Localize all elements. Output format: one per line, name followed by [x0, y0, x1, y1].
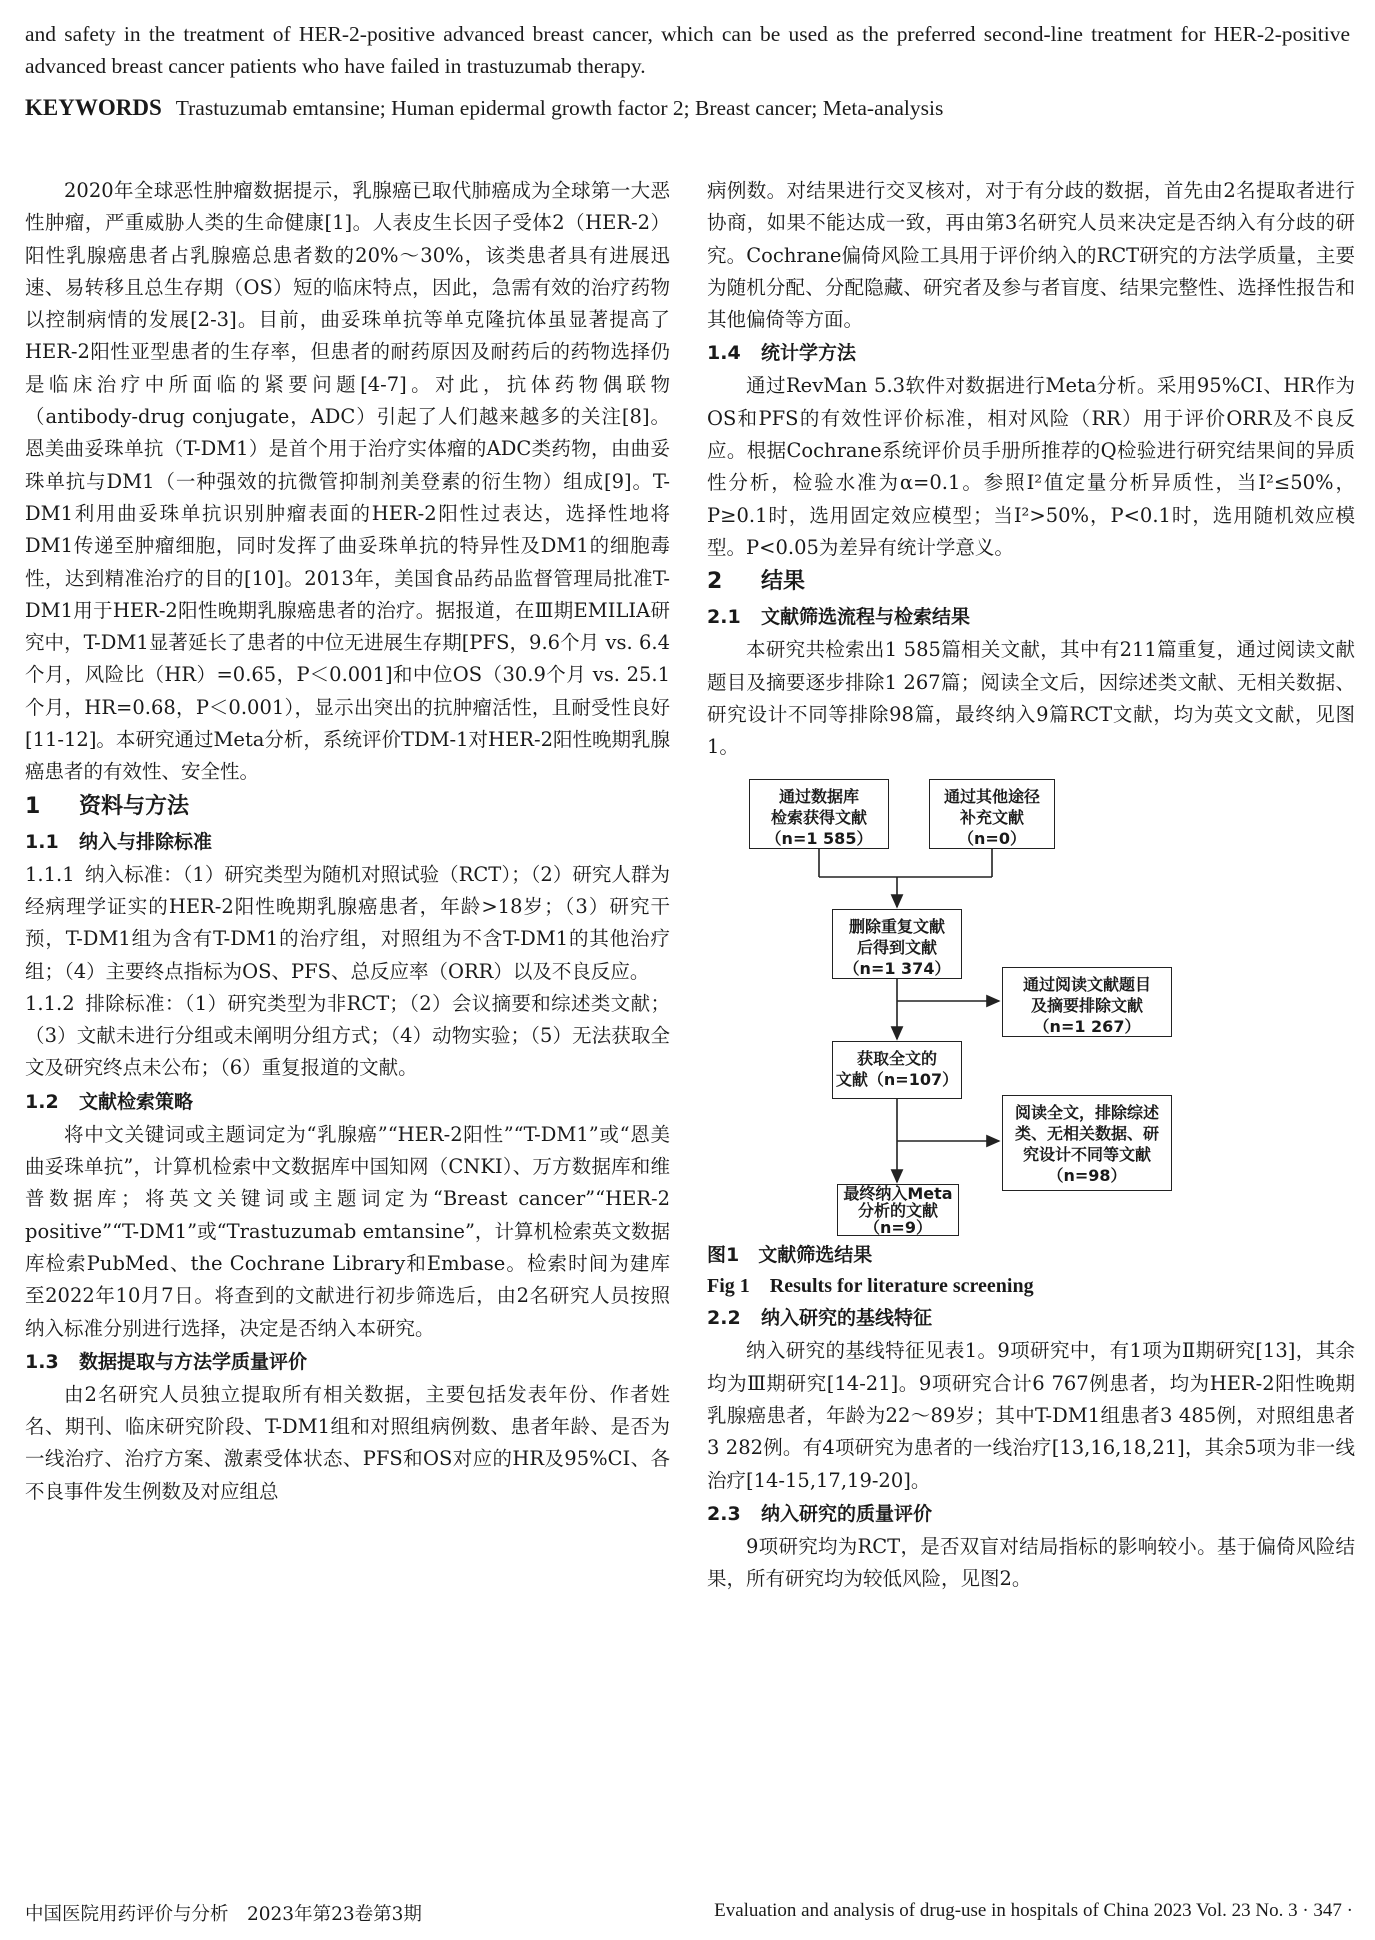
- box-database-search: 通过数据库 检索获得文献 （n=1 585）: [749, 779, 889, 849]
- box-full-text-excluded: 阅读全文，排除综述 类、无相关数据、研 究设计不同等文献 （n=98）: [1002, 1095, 1172, 1191]
- para-2-1: 本研究共检索出1 585篇相关文献，其中有211篇重复，通过阅读文献题目及摘要逐步排除1 267篇；阅读全文后，因综述类文献、无相关数据、研究设计不同等排除98篇，最终纳入9篇RCT文献，均为英文文献，见图1。: [707, 638, 1355, 759]
- heading-2: 2 结果: [707, 569, 806, 595]
- figure-caption-en: Fig 1 Results for literature screening: [707, 1275, 1034, 1298]
- para-1-3-cont: 病例数。对结果进行交叉核对，对于有分歧的数据，首先由2名提取者进行协商，如果不能达成一致，再由第3名研究人员来决定是否纳入有分歧的研究。Cochrane偏倚风险工具用于评价纳入的RCT研究的方法学质量，主要为随机分配、分配隐藏、研究者及参与者盲度、结果完整性、选择性报告和其他偏倚等方面。: [707, 179, 1355, 332]
- para-1-3: 由2名研究人员独立提取所有相关数据，主要包括发表年份、作者姓名、期刊、临床研究阶段、T-DM1组和对照组病例数、患者年龄、是否为一线治疗、治疗方案、激素受体状态、PFS和OS对应的HR及95%CI、各不良事件发生例数及对应组总: [25, 1382, 670, 1503]
- figure-caption-cn: 图1 文献筛选结果: [707, 1244, 873, 1267]
- heading-2-3: 2.3 纳入研究的质量评价: [707, 1502, 933, 1525]
- heading-1-1: 1.1 纳入与排除标准: [25, 830, 213, 853]
- footer-journal-en: Evaluation and analysis of drug-use in hospitals of China 2023 Vol. 23 No. 3 · 347 ·: [714, 1900, 1353, 1921]
- heading-1-2: 1.2 文献检索策略: [25, 1090, 194, 1113]
- heading-1-4: 1.4 统计学方法: [707, 342, 857, 365]
- para-2-2: 纳入研究的基线特征见表1。9项研究中，有1项为Ⅱ期研究[13]，其余均为Ⅲ期研究[14-21]。9项研究合计6 767例患者，均为HER-2阳性晚期乳腺癌患者，年龄为22～89岁；其中T-DM1组患者3 485例，对照组患者3 282例。有4项研究为患者的一线治疗[13,16,18,21]，其余5项为非一线治疗[14-15,17,19-20]。: [707, 1339, 1355, 1492]
- abstract-tail: and safety in the treatment of HER-2-positive advanced breast cancer, which can be used as the preferred second-line treatment for HER-2-positive advanced breast cancer patients who have failed in trastuzumab therapy.: [25, 22, 1350, 78]
- para-2-3: 9项研究均为RCT，是否双盲对结局指标的影响较小。基于偏倚风险结果，所有研究均为较低风险，见图2。: [707, 1534, 1355, 1591]
- footer-journal-cn: 中国医院用药评价与分析 2023年第23卷第3期: [25, 1904, 422, 1925]
- left-column: [25, 175, 670, 1508]
- flow-diagram: [707, 769, 1355, 1239]
- box-after-dedup: 删除重复文献 后得到文献 （n=1 374）: [832, 909, 962, 979]
- para-1-4: 通过RevMan 5.3软件对数据进行Meta分析。采用95%CI、HR作为OS和PFS的有效性评价标准，相对风险（RR）用于评价ORR及不良反应。根据Cochrane系统评价员手册所推荐的Q检验进行研究结果间的异质性分析，检验水准为α=0.1。参照I²值定量分析异质性，当I²≤50%，P≥0.1时，选用固定效应模型；当I²>50%，P<0.1时，选用随机效应模型。P<0.05为差异有统计学意义。: [707, 374, 1355, 559]
- keywords-label: KEYWORDS: [25, 95, 162, 120]
- para-1-1-1: 1.1.1 纳入标准：（1）研究类型为随机对照试验（RCT）；（2）研究人群为经病理学证实的HER-2阳性晚期乳腺癌患者，年龄>18岁；（3）研究干预，T-DM1组为含有T-DM1的治疗组，对照组为不含T-DM1的其他治疗组；（4）主要终点指标为OS、PFS、总反应率（ORR）以及不良反应。: [25, 862, 670, 983]
- para-1-2: 将中文关键词或主题词定为“乳腺癌”“HER-2阳性”“T-DM1”或“恩美曲妥珠单抗”，计算机检索中文数据库中国知网（CNKI）、万方数据库和维普数据库；将英文关键词或主题词定为“Breast cancer”“HER-2 positive”“T-DM1”或“Trastuzumab emtansine”，计算机检索英文数据库检索PubMed、the Cochrane Library和Embase。检索时间为建库至2022年10月7日。将查到的文献进行初步筛选后，由2名研究人员按照纳入标准分别进行选择，决定是否纳入本研究。: [25, 1122, 670, 1340]
- heading-2-1: 2.1 文献筛选流程与检索结果: [707, 606, 971, 629]
- box-title-abstract-excluded: 通过阅读文献题目 及摘要排除文献 （n=1 267）: [1002, 967, 1172, 1037]
- intro-paragraph: 2020年全球恶性肿瘤数据提示，乳腺癌已取代肺癌成为全球第一大恶性肿瘤，严重威胁人类的生命健康[1]。人表皮生长因子受体2（HER-2）阳性乳腺癌患者占乳腺癌总患者数的20%～30%，该类患者具有进展迅速、易转移且总生存期（OS）短的临床特点，因此，急需有效的治疗药物以控制病情的发展[2-3]。目前，曲妥珠单抗等单克隆抗体虽显著提高了HER-2阳性亚型患者的生存率，但患者的耐药原因及耐药后的药物选择仍是临床治疗中所面临的紧要问题[4-7]。对此，抗体药物偶联物（antibody-drug conjugate，ADC）引起了人们越来越多的关注[8]。恩美曲妥珠单抗（T-DM1）是首个用于治疗实体瘤的ADC类药物，由曲妥珠单抗与DM1（一种强效的抗微管抑制剂美登素的衍生物）组成[9]。T-DM1利用曲妥珠单抗识别肿瘤表面的HER-2阳性过表达，选择性地将DM1传递至肿瘤细胞，同时发挥了曲妥珠单抗的特异性及DM1的细胞毒性，达到精准治疗的目的[10]。2013年，美国食品药品监督管理局批准T-DM1用于HER-2阳性晚期乳腺癌患者的治疗。据报道，在Ⅲ期EMILIA研究中，T-DM1显著延长了患者的中位无进展生存期[PFS，9.6个月 vs. 6.4个月，风险比（HR）=0.65，P＜0.001]和中位OS（30.9个月 vs. 25.1个月，HR=0.68，P＜0.001），显示出突出的抗肿瘤活性，且耐受性良好[11-12]。本研究通过Meta分析，系统评价TDM-1对HER-2阳性晚期乳腺癌患者的有效性、安全性。: [25, 179, 670, 784]
- box-other-sources: 通过其他途径 补充文献 （n=0）: [929, 779, 1055, 849]
- heading-2-2: 2.2 纳入研究的基线特征: [707, 1307, 933, 1330]
- box-final-included: 最终纳入Meta 分析的文献 （n=9）: [837, 1184, 959, 1236]
- right-column: [707, 175, 1355, 1596]
- keywords-line: [25, 92, 1350, 124]
- keywords-text: Trastuzumab emtansine; Human epidermal growth factor 2; Breast cancer; Meta-analysis: [175, 96, 944, 120]
- heading-1: 1 资料与方法: [25, 793, 190, 819]
- box-full-text: 获取全文的 文献（n=107）: [832, 1041, 962, 1099]
- para-1-1-2: 1.1.2 排除标准：（1）研究类型为非RCT；（2）会议摘要和综述类文献；（3）文献未进行分组或未阐明分组方式；（4）动物实验；（5）无法获取全文及研究终点未公布；（6）重复报道的文献。: [25, 991, 670, 1080]
- heading-1-3: 1.3 数据提取与方法学质量评价: [25, 1350, 308, 1373]
